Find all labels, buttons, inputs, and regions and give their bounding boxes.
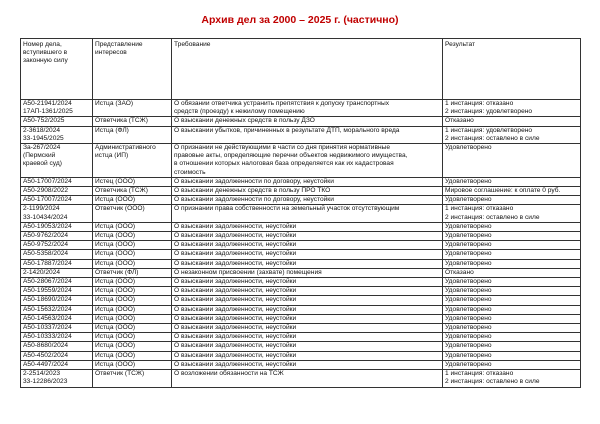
cell-line: А50-9752/2024 — [23, 241, 69, 249]
table-row — [21, 187, 581, 196]
demand-cell — [172, 296, 443, 305]
cell-line: Удовлетворено — [445, 351, 492, 359]
party-cell — [93, 360, 172, 369]
table-row — [21, 126, 581, 143]
cell-line: Истца (ЗАО) — [95, 100, 134, 107]
demand-cell — [172, 250, 443, 259]
cell-line: Административного — [95, 144, 156, 152]
cell-line: 33-10434/2024 — [23, 213, 68, 221]
cell-line: Удовлетворено — [445, 177, 492, 185]
case-number-cell — [21, 278, 93, 287]
party-cell — [93, 287, 172, 296]
cell-line: правовые акты, определяющие перечни объектов недвижимого имущества, — [174, 152, 408, 160]
party-cell — [93, 370, 172, 387]
table-row — [21, 333, 581, 342]
case-number-cell — [21, 187, 93, 196]
case-number-cell — [21, 196, 93, 205]
cell-line: О признании не действующими в части со дня принятия нормативные — [174, 144, 391, 152]
party-cell — [93, 241, 172, 250]
case-number-cell — [21, 314, 93, 323]
cell-line: Удовлетворено — [445, 305, 492, 313]
result-cell — [443, 296, 581, 305]
party-cell — [93, 324, 172, 333]
cell-line: Мировое соглашение: к оплате 0 руб. — [445, 187, 561, 195]
demand-cell — [172, 232, 443, 241]
cell-line: Удовлетворено — [445, 144, 492, 152]
cell-line: Отказано — [445, 268, 474, 276]
demand-cell — [172, 370, 443, 387]
cell-line: Истец (ООО) — [95, 177, 136, 185]
cell-line: А50-15632/2024 — [23, 305, 72, 313]
cell-line: О взыскании задолженности, неустойки — [174, 232, 297, 240]
cell-line: О взыскании задолженности по договору, неустойки — [174, 196, 334, 204]
cell-line: Удовлетворено — [445, 232, 492, 240]
table-row — [21, 222, 581, 231]
party-cell — [93, 296, 172, 305]
case-number-cell — [21, 144, 93, 178]
cell-line: 2 инстанция: оставлено в силе — [445, 134, 540, 142]
cell-line: О взыскании убытков, причиненных в результате ДТП, морального вреда — [174, 126, 400, 134]
demand-cell — [172, 351, 443, 360]
party-cell — [93, 126, 172, 143]
demand-cell — [172, 278, 443, 287]
cell-line: О взыскании задолженности, неустойки — [174, 342, 297, 350]
cell-line: О возложении обязанности на ТСЖ — [174, 370, 284, 378]
table-header-row — [21, 39, 581, 100]
party-cell — [93, 187, 172, 196]
cell-line: 2 инстанция: оставлено в силе — [445, 378, 540, 386]
result-cell — [443, 241, 581, 250]
cell-line: Номер дела, — [23, 41, 62, 48]
cell-line: О признании права собственности на земельный участок отсутствующим — [174, 205, 400, 213]
case-number-cell — [21, 250, 93, 259]
cases-table — [20, 38, 581, 388]
result-cell — [443, 126, 581, 143]
cell-line: Удовлетворено — [445, 342, 492, 350]
cell-line: 2-3618/2024 — [23, 126, 61, 134]
page-title: Архив дел за 2000 – 2025 г. (частично) — [201, 14, 399, 26]
demand-cell — [172, 259, 443, 268]
table-row — [21, 144, 581, 178]
table-row — [21, 241, 581, 250]
demand-cell — [172, 268, 443, 277]
party-cell — [93, 268, 172, 277]
result-cell — [443, 177, 581, 186]
cell-line: Истца (ООО) — [95, 324, 136, 332]
table-row — [21, 351, 581, 360]
party-cell — [93, 144, 172, 178]
result-cell — [443, 324, 581, 333]
cell-line: О взыскании задолженности, неустойки — [174, 241, 297, 249]
table-row — [21, 117, 581, 126]
cell-line: Истца (ООО) — [95, 222, 136, 230]
case-number-cell — [21, 342, 93, 351]
cell-line: Удовлетворено — [445, 250, 492, 258]
cell-line: А50-17887/2024 — [23, 259, 72, 267]
cell-line: краевой суд) — [23, 160, 62, 168]
cell-line: Истца (ООО) — [95, 232, 136, 240]
cell-line: Отказано — [445, 117, 474, 125]
cell-line: 2-2514/2023 — [23, 370, 61, 378]
cell-line: интересов — [95, 49, 127, 57]
table-row — [21, 278, 581, 287]
cell-line: О взыскании задолженности, неустойки — [174, 278, 297, 286]
result-cell — [443, 187, 581, 196]
result-cell — [443, 268, 581, 277]
demand-cell — [172, 287, 443, 296]
cell-line: Истца (ООО) — [95, 278, 136, 286]
cell-line: А50-19053/2024 — [23, 222, 72, 230]
cell-line: 2 инстанция: удовлетворено — [445, 108, 533, 116]
result-cell — [443, 144, 581, 178]
cell-line: Ответчика (ТСЖ) — [95, 117, 148, 125]
result-cell — [443, 314, 581, 323]
case-number-cell — [21, 222, 93, 231]
case-number-cell — [21, 232, 93, 241]
case-number-cell — [21, 205, 93, 222]
cell-line: О взыскании задолженности, неустойки — [174, 287, 297, 295]
cell-line: Истца (ООО) — [95, 250, 136, 258]
cell-line: О взыскании задолженности, неустойки — [174, 324, 297, 332]
cell-line: О взыскании задолженности, неустойки — [174, 296, 297, 304]
case-number-cell — [21, 259, 93, 268]
demand-cell — [172, 241, 443, 250]
cell-line: Удовлетворено — [445, 241, 492, 249]
result-cell — [443, 370, 581, 387]
cell-line: За-267/2024 — [23, 144, 61, 152]
case-number-cell — [21, 100, 93, 117]
table-row — [21, 296, 581, 305]
table-row — [21, 287, 581, 296]
cell-line: А50-8680/2024 — [23, 342, 69, 350]
demand-cell — [172, 187, 443, 196]
result-cell — [443, 305, 581, 314]
case-number-cell — [21, 126, 93, 143]
case-number-cell — [21, 305, 93, 314]
party-cell — [93, 305, 172, 314]
cell-line: А50-9762/2024 — [23, 232, 69, 240]
cell-line: Истца (ООО) — [95, 351, 136, 359]
cell-line: Истца (ООО) — [95, 360, 136, 368]
header-result — [443, 39, 581, 100]
table-row — [21, 205, 581, 222]
result-cell — [443, 232, 581, 241]
party-cell — [93, 314, 172, 323]
cell-line: А50-28067/2024 — [23, 278, 72, 286]
party-cell — [93, 222, 172, 231]
result-cell — [443, 342, 581, 351]
cell-line: Истца (ООО) — [95, 305, 136, 313]
cell-line: Ответчика (ТСЖ) — [95, 187, 148, 195]
table-row — [21, 232, 581, 241]
case-number-cell — [21, 296, 93, 305]
party-cell — [93, 232, 172, 241]
result-cell — [443, 360, 581, 369]
cell-line: истца (ИП) — [95, 152, 129, 160]
cell-line: О взыскании задолженности, неустойки — [174, 222, 297, 230]
table-row — [21, 177, 581, 186]
cell-line: А50-5358/2024 — [23, 250, 69, 258]
cell-line: Удовлетворено — [445, 259, 492, 267]
result-cell — [443, 100, 581, 117]
cell-line: Истца (ООО) — [95, 296, 136, 304]
party-cell — [93, 259, 172, 268]
cell-line: О взыскании задолженности, неустойки — [174, 351, 297, 359]
cell-line: 33-12286/2023 — [23, 378, 68, 386]
header-party — [93, 39, 172, 100]
cell-line: А50-4497/2024 — [23, 360, 69, 368]
party-cell — [93, 196, 172, 205]
party-cell — [93, 177, 172, 186]
cell-line: О незаконном присвоении (захвате) помещения — [174, 268, 322, 276]
cell-line: Удовлетворено — [445, 287, 492, 295]
cell-line: Удовлетворено — [445, 196, 492, 204]
cell-line: А50-19559/2024 — [23, 287, 72, 295]
cell-line: Представление — [95, 41, 143, 48]
cell-line: Истца (ФЛ) — [95, 126, 129, 134]
cell-line: А50-10333/2024 — [23, 333, 72, 341]
party-cell — [93, 250, 172, 259]
demand-cell — [172, 305, 443, 314]
cell-line: О обязании ответчика устранить препятствия к допуску транспортных — [174, 100, 389, 107]
cell-line: 2 инстанция: оставлено в силе — [445, 213, 540, 221]
cell-line: Удовлетворено — [445, 314, 492, 322]
demand-cell — [172, 342, 443, 351]
party-cell — [93, 205, 172, 222]
demand-cell — [172, 144, 443, 178]
demand-cell — [172, 177, 443, 186]
demand-cell — [172, 126, 443, 143]
result-cell — [443, 259, 581, 268]
cell-line: Истца (ООО) — [95, 314, 136, 322]
demand-cell — [172, 100, 443, 117]
table-row — [21, 370, 581, 387]
party-cell — [93, 333, 172, 342]
result-cell — [443, 287, 581, 296]
cell-line: 33-1945/2025 — [23, 134, 64, 142]
cell-line: Требование — [174, 41, 211, 48]
demand-cell — [172, 196, 443, 205]
case-number-cell — [21, 324, 93, 333]
cell-line: 17АП-1361/2025 — [23, 108, 73, 116]
result-cell — [443, 222, 581, 231]
cell-line: (Пермский — [23, 152, 56, 160]
cell-line: Ответчик (ТСЖ) — [95, 370, 145, 378]
party-cell — [93, 351, 172, 360]
result-cell — [443, 333, 581, 342]
case-number-cell — [21, 177, 93, 186]
table-row — [21, 259, 581, 268]
table-row — [21, 268, 581, 277]
demand-cell — [172, 360, 443, 369]
demand-cell — [172, 314, 443, 323]
table-row — [21, 324, 581, 333]
table-row — [21, 250, 581, 259]
cell-line: О взыскании задолженности, неустойки — [174, 333, 297, 341]
demand-cell — [172, 333, 443, 342]
table-row — [21, 100, 581, 117]
header-demand — [172, 39, 443, 100]
table-row — [21, 360, 581, 369]
cell-line: А50-17007/2024 — [23, 196, 72, 204]
cell-line: А50-752/2025 — [23, 117, 65, 125]
case-number-cell — [21, 268, 93, 277]
cell-line: О взыскании задолженности, неустойки — [174, 259, 297, 267]
case-number-cell — [21, 241, 93, 250]
table-row — [21, 342, 581, 351]
cell-line: Истца (ООО) — [95, 241, 136, 249]
cell-line: А50-10337/2024 — [23, 324, 72, 332]
table-row — [21, 196, 581, 205]
cell-line: О взыскании задолженности, неустойки — [174, 360, 297, 368]
cell-line: А50-17007/2024 — [23, 177, 72, 185]
cell-line: Удовлетворено — [445, 333, 492, 341]
cell-line: Истца (ООО) — [95, 259, 136, 267]
cell-line: А50-2908/2022 — [23, 187, 69, 195]
cell-line: О взыскании денежных средств в пользу ДЗО — [174, 117, 315, 125]
table-row — [21, 305, 581, 314]
cell-line: Результат — [445, 41, 475, 48]
cell-line: стоимость — [174, 168, 206, 176]
cell-line: Удовлетворено — [445, 296, 492, 304]
demand-cell — [172, 324, 443, 333]
cell-line: Истца (ООО) — [95, 333, 136, 341]
cell-line: О взыскании задолженности, неустойки — [174, 305, 297, 313]
cell-line: О взыскании задолженности, неустойки — [174, 250, 297, 258]
cell-line: Удовлетворено — [445, 324, 492, 332]
demand-cell — [172, 222, 443, 231]
cell-line: 1 инстанция: отказано — [445, 205, 514, 213]
cell-line: О взыскании денежных средств в пользу ПРО ТКО — [174, 187, 331, 195]
cell-line: О взыскании задолженности по договору, неустойки — [174, 177, 334, 185]
cell-line: Истца (ООО) — [95, 196, 136, 204]
cell-line: Истца (ООО) — [95, 342, 136, 350]
cell-line: Ответчик (ООО) — [95, 205, 145, 213]
cell-line: 1 инстанция: отказано — [445, 100, 514, 107]
cell-line: 1 инстанция: удовлетворено — [445, 126, 533, 134]
case-number-cell — [21, 333, 93, 342]
cell-line: А50-14563/2024 — [23, 314, 72, 322]
case-number-cell — [21, 351, 93, 360]
cell-line: средств (проезду) к нежилому помещению — [174, 108, 305, 116]
cell-line: 2-1420/2024 — [23, 268, 61, 276]
result-cell — [443, 351, 581, 360]
case-number-cell — [21, 287, 93, 296]
party-cell — [93, 100, 172, 117]
cell-line: Удовлетворено — [445, 360, 492, 368]
result-cell — [443, 205, 581, 222]
case-number-cell — [21, 370, 93, 387]
cell-line: законную силу — [23, 57, 68, 65]
cell-line: Удовлетворено — [445, 222, 492, 230]
header-case-number — [21, 39, 93, 100]
cell-line: 1 инстанция: отказано — [445, 370, 514, 378]
case-number-cell — [21, 117, 93, 126]
cell-line: А50-21941/2024 — [23, 100, 72, 107]
cell-line: в отношении которых налоговая база определяется как их кадастровая — [174, 160, 394, 168]
result-cell — [443, 196, 581, 205]
result-cell — [443, 250, 581, 259]
cell-line: Истца (ООО) — [95, 287, 136, 295]
cell-line: 2-1199/2024 — [23, 205, 60, 213]
case-number-cell — [21, 360, 93, 369]
demand-cell — [172, 117, 443, 126]
party-cell — [93, 117, 172, 126]
party-cell — [93, 278, 172, 287]
result-cell — [443, 117, 581, 126]
cell-line: Удовлетворено — [445, 278, 492, 286]
cell-line: О взыскании задолженности, неустойки — [174, 314, 297, 322]
result-cell — [443, 278, 581, 287]
party-cell — [93, 342, 172, 351]
cell-line: вступившего в — [23, 49, 68, 57]
demand-cell — [172, 205, 443, 222]
table-row — [21, 314, 581, 323]
cell-line: А50-4502/2024 — [23, 351, 69, 359]
cell-line: А50-18690/2024 — [23, 296, 72, 304]
cell-line: Ответчик (ФЛ) — [95, 268, 139, 276]
